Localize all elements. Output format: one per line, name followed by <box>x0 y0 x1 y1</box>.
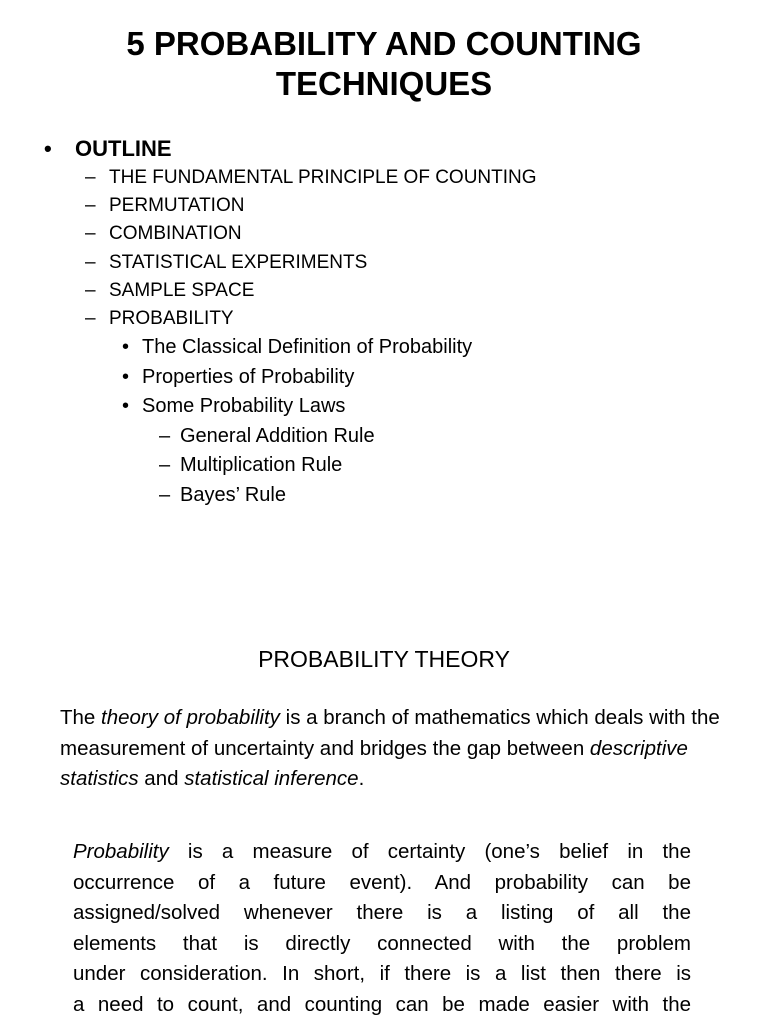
paragraph-probability <box>73 837 691 1020</box>
bullet-icon: • <box>122 336 130 359</box>
dash-icon: – <box>85 308 96 330</box>
sub-list-item <box>44 333 744 363</box>
law-list-item-label: General Addition Rule <box>180 424 375 447</box>
paragraph-theory <box>60 703 720 795</box>
list-item-label: STATISTICAL EXPERIMENTS <box>109 251 368 273</box>
list-item <box>44 249 744 277</box>
law-list-item <box>44 481 744 511</box>
list-item-label: THE FUNDAMENTAL PRINCIPLE OF COUNTING <box>109 167 537 188</box>
dash-icon: – <box>85 251 96 273</box>
law-list-item-label: Multiplication Rule <box>180 454 343 477</box>
sub-list-item-label: The Classical Definition of Probability <box>142 336 473 359</box>
dash-icon: – <box>85 223 96 245</box>
title-line-1: 5 PROBABILITY AND COUNTING <box>126 25 642 62</box>
law-list-item-label: Bayes’ Rule <box>180 483 286 506</box>
sub-list-item-label: Properties of Probability <box>142 365 355 388</box>
paragraph-text: . <box>358 767 365 790</box>
outline-list <box>44 134 744 510</box>
list-item-label: PROBABILITY <box>109 308 234 330</box>
dash-icon: – <box>159 424 171 447</box>
outline-heading <box>44 134 744 164</box>
emphasis-text: descriptive statistics <box>60 736 688 790</box>
law-list-item <box>44 451 744 481</box>
emphasis-text: Probability <box>73 840 169 863</box>
emphasis-text: statistical inference <box>184 767 359 790</box>
section-heading: PROBABILITY THEORY <box>258 646 510 672</box>
paragraph-text: and <box>138 767 185 790</box>
dash-icon: – <box>159 454 171 477</box>
paragraph-line: a need to count, and counting can be made easier with the <box>73 992 691 1016</box>
sub-list-item <box>44 363 744 393</box>
outline-heading-label: OUTLINE <box>75 136 172 161</box>
list-item <box>44 277 744 305</box>
paragraph-text: is a branch of mathematics which deals with the measurement of uncertainty and bridges the gap between <box>60 706 720 760</box>
paragraph-text: The <box>60 706 102 729</box>
list-item-label: SAMPLE SPACE <box>109 279 255 301</box>
list-item <box>44 164 744 192</box>
paragraph-line: occurrence of a future event). And probability can be <box>73 870 691 894</box>
dash-icon: – <box>85 279 96 301</box>
paragraph-line: assigned/solved whenever there is a listing of all the <box>73 901 691 924</box>
list-item-label: PERMUTATION <box>109 195 245 217</box>
sub-list-item-label: Some Probability Laws <box>142 395 346 418</box>
list-item <box>44 305 744 333</box>
paragraph-line: under consideration. In short, if there is a list then there is <box>73 962 691 985</box>
paragraph-line: elements that is directly connected with the problem <box>73 931 691 955</box>
dash-icon: – <box>159 483 171 506</box>
dash-icon: – <box>85 195 96 217</box>
list-item <box>44 220 744 248</box>
paragraph-text: is a measure of certainty (one’s belief in the <box>168 840 691 863</box>
dash-icon: – <box>85 167 96 188</box>
list-item <box>44 192 744 220</box>
page-title <box>60 24 708 104</box>
emphasis-text: theory of probability <box>101 706 280 729</box>
bullet-icon: • <box>122 365 130 388</box>
paragraph-line <box>73 837 691 868</box>
sub-list-item <box>44 392 744 422</box>
bullet-icon: • <box>44 136 52 161</box>
title-line-2: TECHNIQUES <box>275 65 493 102</box>
bullet-icon: • <box>122 395 130 418</box>
list-item-label: COMBINATION <box>109 223 242 245</box>
law-list-item <box>44 422 744 452</box>
